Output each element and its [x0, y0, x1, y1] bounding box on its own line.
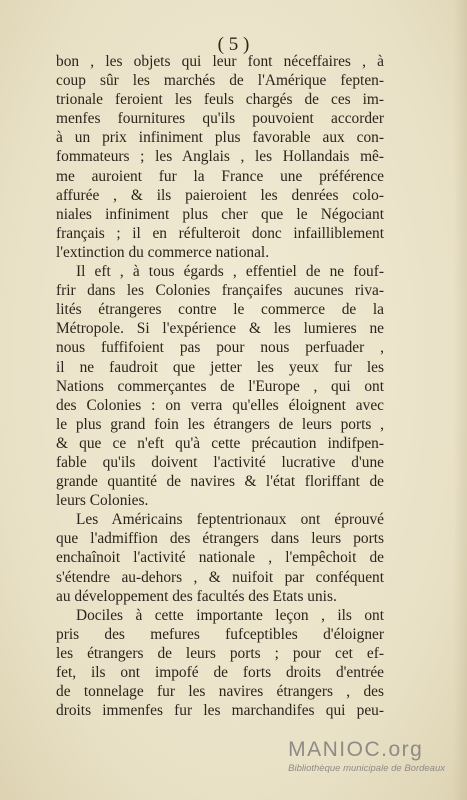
watermark: [288, 738, 445, 774]
text-line: me auroient fur la France une préférence: [56, 167, 384, 185]
text-line: l'extinction du commerce national.: [56, 243, 270, 261]
body-text: [56, 52, 384, 720]
text-line: Dociles à cette importante leçon , ils ont: [76, 606, 384, 624]
paragraph: [56, 52, 384, 262]
text-line: Il eft , à tous égards , effentiel de ne fouf-: [76, 263, 384, 281]
text-line: leurs Colonies.: [56, 492, 149, 510]
text-line: frir dans les Colonies françaifes aucunes riva-: [56, 282, 384, 300]
text-line: les étrangers de leurs ports ; pour cet ef-: [56, 644, 384, 662]
text-line: bon , les objets qui leur font néceffaires , à: [56, 53, 384, 70]
paragraph: [56, 262, 384, 510]
text-line: droits immenfes fur les marchandifes qui peu-: [56, 702, 384, 720]
text-line: menfes fournitures qu'ils pouvoient accorder: [56, 110, 384, 128]
text-line: le plus grand foin les étrangers de leurs ports ,: [56, 415, 384, 433]
text-line: Nations commerçantes de l'Europe , qui ont: [56, 377, 384, 395]
text-line: niales infiniment plus cher que le Négociant: [56, 205, 384, 223]
watermark-logo: MANIOC.org: [288, 738, 424, 761]
text-line: s'étendre au-dehors , & nuifoit par conféquent: [56, 568, 384, 586]
text-line: français ; il en réfulteroit donc infailliblement: [56, 224, 384, 242]
text-line: de tonnelage fur les navires étrangers , des: [56, 683, 384, 701]
text-line: Métropole. Si l'expérience & les lumieres ne: [56, 320, 384, 338]
paragraph: [56, 606, 384, 721]
text-line: affurée , & ils paieroient les denrées colo-: [56, 186, 384, 204]
text-line: coup sûr les marchés de l'Amérique fepten-: [56, 72, 384, 90]
text-line: il ne faudroit que jetter les yeux fur les: [56, 358, 384, 376]
text-line: fable qu'ils doivent l'activité lucrative d'une: [56, 453, 384, 471]
page-number: ( 5 ): [217, 34, 250, 55]
text-line: fommateurs ; les Anglais , les Hollandais mê-: [56, 148, 384, 166]
paragraph: [56, 510, 384, 605]
text-line: enchaînoit l'activité nationale , l'empêchoit de: [56, 549, 384, 567]
text-line: & que ce n'eft qu'à cette précaution indifpen-: [56, 434, 384, 452]
text-line: Les Américains feptentrionaux ont éprouvé: [76, 511, 384, 529]
text-line: des Colonies : on verra qu'elles éloignent avec: [56, 396, 384, 414]
watermark-subtitle: Bibliothèque municipale de Bordeaux: [288, 763, 445, 774]
text-line: à un prix infiniment plus favorable aux con-: [56, 129, 384, 147]
text-line: grande quantité de navires & l'état floriffant de: [56, 473, 384, 491]
page-edge-shadow: [453, 0, 467, 800]
text-line: que l'admiffion des étrangers dans leurs ports: [56, 530, 384, 548]
text-line: pris des mefures fufceptibles d'éloigner: [56, 625, 384, 643]
text-line: lités étrangeres contre le commerce de la: [56, 301, 384, 319]
text-line: trionale feroient les feuls chargés de ces im-: [56, 91, 384, 109]
text-line: nous fuffifoient pas pour nous perfuader ,: [56, 339, 384, 357]
text-line: au développement des facultés des Etats unis.: [56, 587, 337, 605]
text-line: fet, ils ont impofé de forts droits d'entrée: [56, 664, 384, 681]
